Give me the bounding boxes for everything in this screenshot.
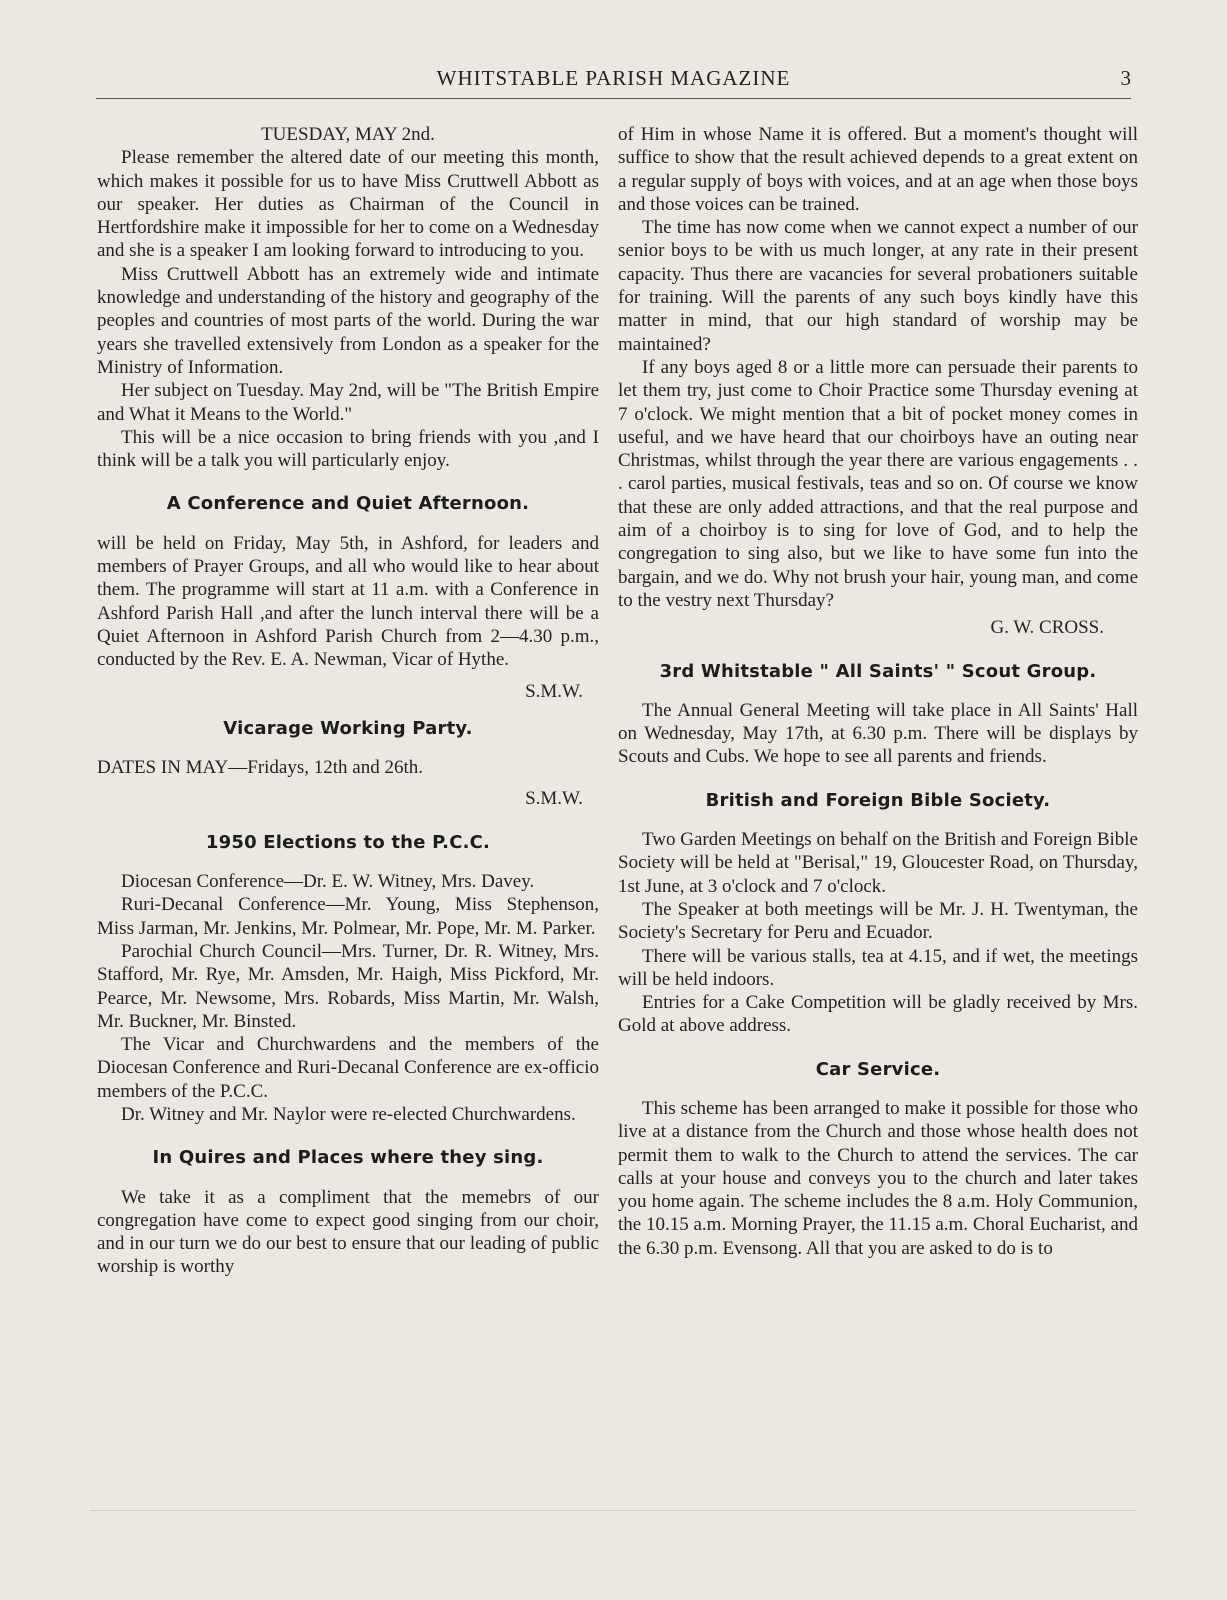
bible-paragraph-1: Two Garden Meetings on behalf on the British and Foreign Bible Society will be held at "Berisal," 19, Gloucester Road, on Thursday, 1st June, at 3 o'clock and 7 o'clock. (618, 829, 1138, 897)
conference-heading: A Conference and Quiet Afternoon. (166, 493, 530, 515)
tuesday-paragraph-1: Please remember the altered date of our meeting this month, which makes it possible for us to have Miss Cruttwell Abbott as our speaker. Her duties as Chairman of the Council in Hertfordshire make it impossible for her to come on a Wednesday and she is a speaker I am looking forward to introducing to you. (97, 147, 599, 262)
vicarage-heading: Vicarage Working Party. (223, 717, 473, 739)
scout-paragraph: The Annual General Meeting will take place in All Saints' Hall on Wednesday, May 17th, at 6.30 p.m. There will be displays by Scouts and Cubs. We hope to see all parents and friends. (618, 699, 1138, 768)
tuesday-paragraph-3: Her subject on Tuesday. May 2nd, will be "The British Empire and What it Means to the World." (97, 380, 599, 425)
tuesday-heading: TUESDAY, MAY 2nd. (261, 124, 435, 145)
bible-heading: British and Foreign Bible Society. (705, 789, 1051, 811)
car-paragraph: This scheme has been arranged to make it possible for those who live at a distance from the Church and those whose health does not permit them to walk to the Church to attend the services. The car calls at your house and conveys you to the church and later takes you home again. The scheme includes the 8 a.m. Holy Communion, the 10.15 a.m. Morning Prayer, the 11.15 a.m. Choral Eucharist, and the 6.30 p.m. Evensong. All that you are asked to do is to (618, 1097, 1138, 1259)
conference-paragraph: will be held on Friday, May 5th, in Ashford, for leaders and members of Prayer Groups, and all who would like to hear about them. The programme will start at 11 a.m. with a Conference in Ashford Parish Hall ,and after the lunch interval there will be a Quiet Afternoon in Ashford Parish Church from 2—4.30 p.m., conducted by the Rev. E. A. Newman, Vicar of Hythe. (97, 532, 599, 671)
elections-heading: 1950 Elections to the P.C.C. (205, 831, 491, 853)
car-heading: Car Service. (815, 1058, 941, 1080)
tuesday-paragraph-2: Miss Cruttwell Abbott has an extremely wide and intimate knowledge and understanding of the history and geography of the peoples and countries of most parts of the world. During the war years she travelled extensively from London as a speaker for the Ministry of Information. (97, 263, 599, 378)
left-column (97, 123, 599, 1279)
elections-paragraph-5: Dr. Witney and Mr. Naylor were re-elected Churchwardens. (121, 1103, 576, 1125)
masthead (96, 62, 1131, 102)
conference-signature: S.M.W. (525, 680, 583, 702)
elections-paragraph-1: Diocesan Conference—Dr. E. W. Witney, Mrs. Davey. (121, 871, 535, 893)
quires-signature: G. W. CROSS. (990, 617, 1104, 639)
bible-paragraph-4: Entries for a Cake Competition will be gladly received by Mrs. Gold at above address. (618, 992, 1138, 1037)
elections-paragraph-4: The Vicar and Churchwardens and the members of the Diocesan Conference and Ruri-Decanal Conference are ex-officio members of the P.C.C. (97, 1034, 599, 1102)
bible-paragraph-2: The Speaker at both meetings will be Mr. J. H. Twentyman, the Society's Secretary for Peru and Ecuador. (618, 898, 1138, 944)
tuesday-paragraph-4: This will be a nice occasion to bring friends with you ,and I think will be a talk you will particularly enjoy. (97, 426, 599, 472)
quires-paragraph-1-continued: of Him in whose Name it is offered. But a moment's thought will suffice to show that the result achieved depends to a great extent on a regular supply of boys with voices, and at an age when those boys and those voices can be trained. (618, 124, 1138, 215)
quires-paragraph-3: If any boys aged 8 or a little more can persuade their parents to let them try, just come to Choir Practice some Thursday evening at 7 o'clock. We might mention that a bit of pocket money comes in useful, and we have heard that our choirboys have an outing near Christmas, whilst through the year there are various engagements . . . carol parties, musical festivals, teas and so on. Of course we know that these are only added attractions, and that the real purpose and aim of a choirboy is to sing for love of God, and to help the congregation to sing also, but we like to have some fun into the bargain, and we do. Why not brush your hair, young man, and come to the vestry next Thursday? (618, 356, 1138, 611)
quires-paragraph-2: The time has now come when we cannot expect a number of our senior boys to be with us much longer, at any rate in their present capacity. Thus there are vacancies for several probationers suitable for training. Will the parents of any such boys kindly have this matter in mind, that our high standard of worship may be maintained? (618, 217, 1138, 355)
magazine-title: WHITSTABLE PARISH MAGAZINE (436, 66, 791, 90)
quires-heading: In Quires and Places where they sing. (152, 1147, 544, 1169)
header-rule (96, 98, 1131, 99)
right-column (618, 123, 1138, 1260)
scout-heading: 3rd Whitstable " All Saints' " Scout Group. (659, 660, 1097, 682)
page-number: 3 (1120, 66, 1131, 90)
footer-rule (90, 1510, 1137, 1511)
quires-paragraph-1: We take it as a compliment that the memebrs of our congregation have come to expect good singing from our choir, and in our turn we do our best to ensure that our leading of public worship is worthy (97, 1186, 599, 1278)
vicarage-paragraph: DATES IN MAY—Fridays, 12th and 26th. (97, 757, 423, 779)
elections-paragraph-3: Parochial Church Council—Mrs. Turner, Dr. R. Witney, Mrs. Stafford, Mr. Rye, Mr. Amsden, Mr. Haigh, Miss Pickford, Mr. Pearce, Mr. Newsome, Mrs. Robards, Miss Martin, Mr. Walsh, Mr. Buckner, Mr. Binsted. (97, 940, 599, 1032)
elections-paragraph-2: Ruri-Decanal Conference—Mr. Young, Miss Stephenson, Miss Jarman, Mr. Jenkins, Mr. Polmear, Mr. Pope, Mr. M. Parker. (97, 894, 599, 939)
vicarage-signature: S.M.W. (525, 788, 583, 810)
bible-paragraph-3: There will be various stalls, tea at 4.15, and if wet, the meetings will be held indoors. (618, 945, 1138, 990)
